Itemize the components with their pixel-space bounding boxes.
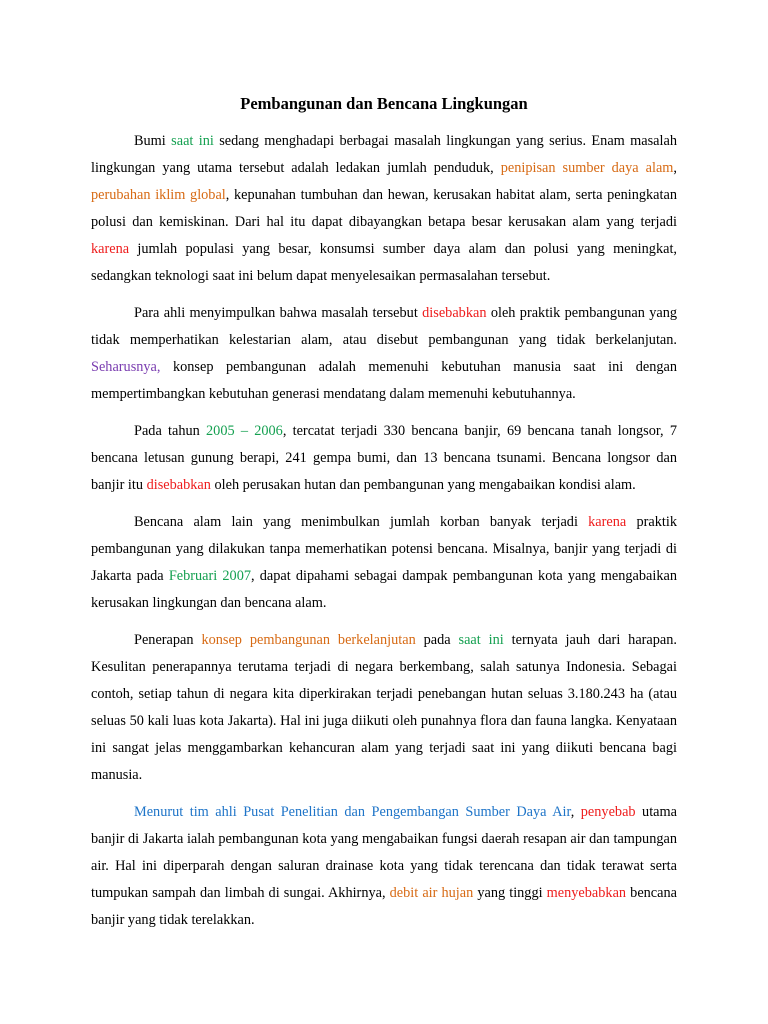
text-segment: ,	[570, 804, 581, 820]
highlighted-text: saat ini	[171, 133, 214, 149]
text-segment: oleh perusakan hutan dan pembangunan yang mengabaikan kondisi alam.	[210, 477, 636, 493]
highlighted-text: disebabkan	[146, 477, 211, 493]
text-segment: Penerapan	[134, 632, 202, 648]
paragraph	[91, 128, 677, 290]
text-segment: , dapat dipahami sebagai dampak pembangunan kota yang mengabaikan kerusakan lingkungan dan bencana alam.	[91, 568, 678, 611]
text-segment: praktik pembangunan yang dilakukan tanpa memerhatikan potensi bencana. Misalnya, banjir yang terjadi di Jakarta pada	[91, 514, 677, 584]
highlighted-text: Seharusnya,	[91, 359, 161, 375]
paragraph	[91, 799, 677, 934]
text-segment: ,	[673, 160, 677, 176]
highlighted-text: penipisan sumber daya alam	[500, 160, 674, 176]
text-segment: utama banjir di Jakarta ialah pembangunan kota yang mengabaikan fungsi daerah resapan air dan tampungan air. Hal ini diperparah dengan saluran drainase kota yang tidak terencana dan tidak terawat serta tumpukan sampah dan limbah di sungai. Akhirnya,	[91, 804, 677, 901]
text-segment: Bumi	[134, 133, 172, 149]
text-segment: , kepunahan tumbuhan dan hewan, kerusakan habitat alam, serta peningkatan polusi dan kemiskinan. Dari hal itu dapat dibayangkan betapa besar kerusakan alam yang terjadi	[91, 187, 677, 230]
highlighted-text: Menurut tim ahli Pusat Penelitian dan Pengembangan Sumber Daya Air	[134, 804, 571, 820]
text-segment: jumlah populasi yang besar, konsumsi sumber daya alam dan polusi yang meningkat, sedangkan teknologi saat ini belum dapat menyelesaikan permasalahan tersebut.	[91, 241, 677, 284]
text-segment: Para ahli menyimpulkan bahwa masalah tersebut	[134, 305, 423, 321]
highlighted-text: disebabkan	[422, 305, 487, 321]
text-segment: yang tinggi	[473, 885, 547, 901]
highlighted-text: karena	[588, 514, 627, 530]
paragraph	[91, 509, 677, 617]
document-body	[91, 128, 677, 934]
paragraph	[91, 418, 677, 499]
highlighted-text: 2005 – 2006	[206, 423, 283, 439]
highlighted-text: penyebab	[580, 804, 636, 820]
text-segment: Pada tahun	[134, 423, 207, 439]
highlighted-text: Februari 2007	[168, 568, 252, 584]
paragraph	[91, 300, 677, 408]
text-segment: pada	[415, 632, 459, 648]
text-segment: bencana banjir yang tidak terelakkan.	[91, 885, 677, 928]
document-title: Pembangunan dan Bencana Lingkungan	[240, 94, 528, 113]
highlighted-text: menyebabkan	[546, 885, 627, 901]
highlighted-text: karena	[91, 241, 130, 257]
text-segment: oleh praktik pembangunan yang tidak memperhatikan kelestarian alam, atau disebut pembangunan yang tidak berkelanjutan.	[91, 305, 677, 348]
text-segment: , tercatat terjadi 330 bencana banjir, 69 bencana tanah longsor, 7 bencana letusan gunung berapi, 241 gempa bumi, dan 13 bencana tsunami. Bencana longsor dan banjir itu	[91, 423, 677, 493]
text-segment: konsep pembangunan adalah memenuhi kebutuhan manusia saat ini dengan mempertimbangkan kebutuhan generasi mendatang dalam memenuhi kebutuhannya.	[91, 359, 677, 402]
highlighted-text: perubahan iklim global	[91, 187, 226, 203]
highlighted-text: konsep pembangunan berkelanjutan	[201, 632, 416, 648]
highlighted-text: saat ini	[458, 632, 504, 648]
paragraph	[91, 627, 677, 789]
text-segment: Bencana alam lain yang menimbulkan jumlah korban banyak terjadi	[134, 514, 589, 530]
text-segment: ternyata jauh dari harapan. Kesulitan penerapannya terutama terjadi di negara berkembang, salah satunya Indonesia. Sebagai contoh, setiap tahun di negara kita diperkirakan terjadi penebangan hutan seluas 3.180.243 ha (atau seluas 50 kali luas kota Jakarta). Hal ini juga diikuti oleh punahnya flora dan fauna langka. Kenyataan ini sangat jelas menggambarkan kehancuran alam yang terjadi saat ini yang diikuti bencana bagi manusia.	[91, 632, 677, 783]
text-segment: sedang menghadapi berbagai masalah lingkungan yang serius. Enam masalah lingkungan yang utama tersebut adalah ledakan jumlah penduduk,	[91, 133, 677, 176]
highlighted-text: debit air hujan	[389, 885, 474, 901]
